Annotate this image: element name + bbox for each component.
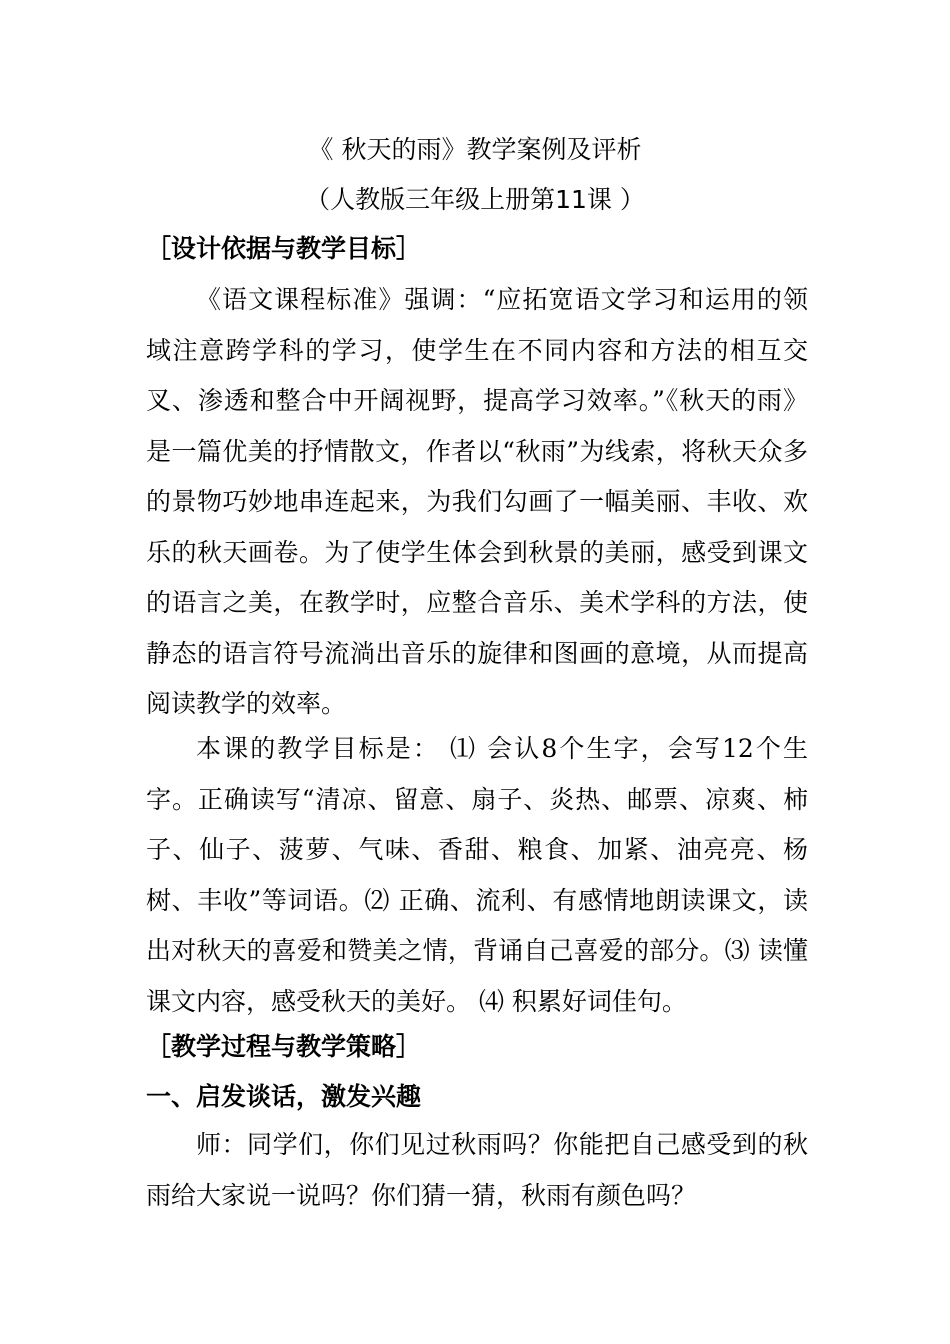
document-title: 《 秋天的雨》教学案例及评析 (308, 135, 642, 164)
paragraph-teacher-question: 师：同学们，你们见过秋雨吗？你能把自己感受到的秋雨给大家说一说吗？你们猜一猜，秋雨有颜色吗？ (146, 1130, 808, 1210)
paragraph-teaching-goals: 本课的教学目标是： ⑴ 会认8个生字，会写12个生字。正确读写“清凉、留意、扇子、炎热、邮票、凉爽、柿子、仙子、菠萝、气味、香甜、粮食、加紧、油亮亮、杨树、丰收”等词语。⑵ 正确、流利、有感情地朗读课文，读出对秋天的喜爱和赞美之情，背诵自己喜爱的部分。⑶ 读懂课文内容，感受秋天的美好。 ⑷ 积累好词佳句。 (146, 734, 808, 1016)
section-heading-design: ［设计依据与教学目标］ (146, 234, 422, 263)
document-subtitle: （人教版三年级上册第11课 ） (305, 185, 645, 214)
step-heading-one: 一、启发谈话，激发兴趣 (146, 1082, 422, 1111)
paragraph-curriculum-standard: 《语文课程标准》强调：“应拓宽语文学习和运用的领域注意跨学科的学习，使学生在不同内容和方法的相互交叉、渗透和整合中开阔视野，提高学习效率。”《秋天的雨》是一篇优美的抒情散文，作者以“秋雨”为线索，将秋天众多的景物巧妙地串连起来，为我们勾画了一幅美丽、丰收、欢乐的秋天画卷。为了使学生体会到秋景的美丽，感受到课文的语言之美，在教学时，应整合音乐、美术学科的方法，使静态的语言符号流淌出音乐的旋律和图画的意境，从而提高阅读教学的效率。 (146, 285, 808, 718)
section-heading-process: ［教学过程与教学策略］ (146, 1032, 422, 1061)
